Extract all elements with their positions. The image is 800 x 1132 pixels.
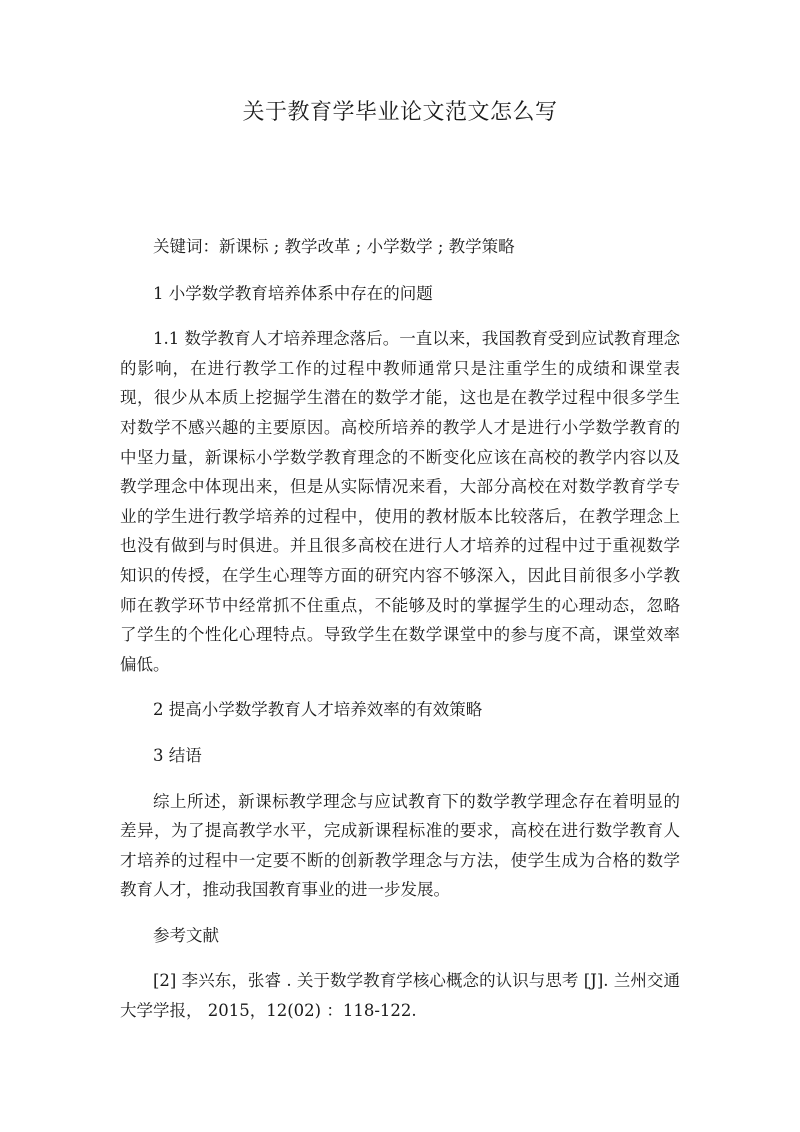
conclusion-paragraph: 综上所述，新课标教学理念与应试教育下的数学教学理念存在着明显的差异，为了提高教学水平，完成新课程标准的要求，高校在进行数学教育人才培养的过程中一定要不断的创新教学理念与方法，使学生成为合格的数学教育人才，推动我国教育事业的进一步发展。 bbox=[120, 791, 680, 900]
section-1-1-paragraph: 1.1 数学教育人才培养理念落后。一直以来，我国教育受到应试教育理念的影响，在进行教学工作的过程中教师通常只是注重学生的成绩和课堂表现，很少从本质上挖掘学生潜在的数学才能，这也是在教学过程中很多学生对数学不感兴趣的主要原因。高校所培养的教学人才是进行小学数学教育的中坚力量，新课标小学数学教育理念的不断变化应该在高校的教学内容以及教学理念中体现出来，但是从实际情况来看，大部分高校在对数学教育学专业的学生进行教学培养的过程中，使用的教材版本比较落后，在教学理念上也没有做到与时俱进。并且很多高校在进行人才培养的过程中过于重视数学知识的传授，在学生心理等方面的研究内容不够深入，因此目前很多小学教师在教学环节中经常抓不住重点，不能够及时的掌握学生的心理动态，忽略了学生的个性化心理特点。导致学生在数学课堂中的参与度不高，课堂效率偏低。 bbox=[120, 329, 680, 674]
section-1-heading: 1 小学数学教育培养体系中存在的问题 bbox=[153, 283, 433, 303]
section-2-heading: 2 提高小学数学教育人才培养效率的有效策略 bbox=[153, 700, 483, 720]
section-3-heading: 3 结语 bbox=[153, 745, 202, 765]
references-heading: 参考文献 bbox=[153, 925, 219, 945]
document-body bbox=[120, 232, 680, 1026]
reference-item: [2] 李兴东，张睿 . 关于数学教育学核心概念的认识与思考 [J]. 兰州交通大学学报， 2015，12(02) ：118-122. bbox=[120, 971, 680, 1021]
keywords-line: 关键词：新课标 ; 教学改革 ; 小学数学 ; 教学策略 bbox=[153, 237, 515, 256]
document-title: 关于教育学毕业论文范文怎么写 bbox=[242, 100, 558, 125]
